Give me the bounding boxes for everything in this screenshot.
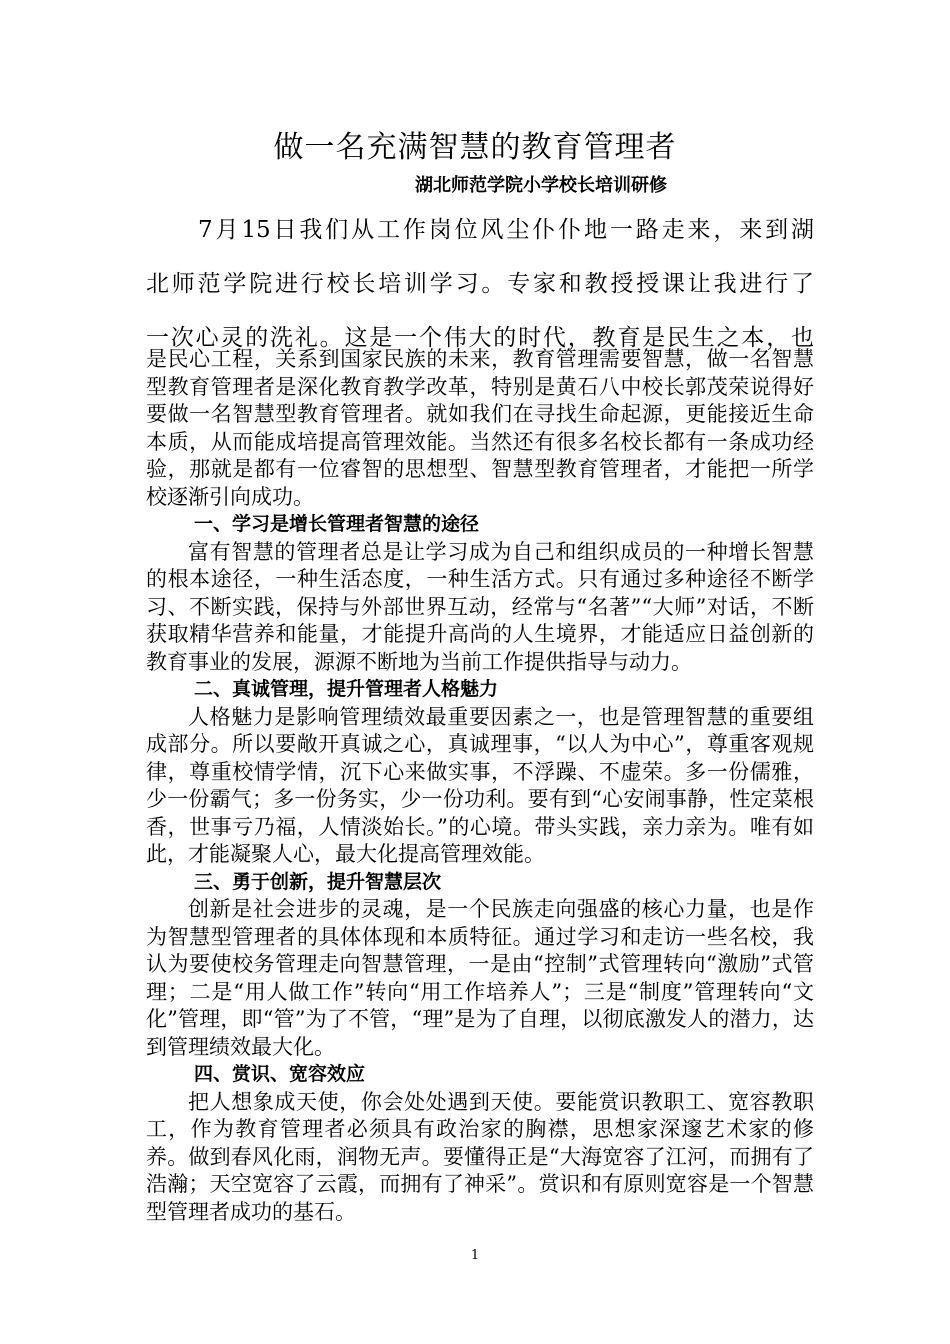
intro-line: 北师范学院进行校长培训学习。专家和教授授课让我进行了 [146, 271, 814, 297]
section-heading: 一、学习是增长管理者智慧的途径 [194, 513, 480, 535]
section-heading: 三、勇于创新，提升智慧层次 [194, 870, 442, 893]
section-paragraph: 创新是社会进步的灵魂，是一个民族走向强盛的核心力量，也是作为智慧型管理者的具体体现和本质特征。通过学习和走访一些名校，我认为要使校务管理走向智慧管理，一是由“控制”式管理转向“激励”式管理；二是“用人做工作”转向“用工作培养人”；三是“制度”管理转向“文化”管理，即“管”为了不管，“理”是为了自理，以彻底激发人的潜力，达到管理绩效最大化。 [146, 897, 814, 1059]
document-body [146, 346, 814, 1226]
page-number: 1 [470, 1248, 480, 1263]
document-subtitle: 湖北师范学院小学校长培训研修 [415, 175, 667, 196]
document-title: 做一名充满智慧的教育管理者 [273, 130, 677, 165]
section-paragraph: 富有智慧的管理者总是让学习成为自己和组织成员的一种增长智慧的根本途径，一种生活态度，一种生活方式。只有通过多种途径不断学习、不断实践，保持与外部世界互动，经常与“名著”“大师”对话，不断获取精华营养和能量，才能提升高尚的人生境界，才能适应日益创新的教育事业的发展，源源不断地为当前工作提供指导与动力。 [146, 539, 814, 674]
section-heading: 二、真诚管理，提升管理者人格魅力 [194, 678, 499, 700]
section-heading: 四、赏识、宽容效应 [194, 1063, 366, 1085]
intro-line: 7月15日我们从工作岗位风尘仆仆地一路走来，来到湖 [198, 217, 814, 243]
section-paragraph: 把人想象成天使，你会处处遇到天使。要能赏识教职工、宽容教职工，作为教育管理者必须具有政治家的胸襟，思想家深邃艺术家的修养。做到春风化雨，润物无声。要懂得正是“大海宽容了江河，而拥有了浩瀚；天空宽容了云霞，而拥有了神采”。赏识和有原则宽容是一个智慧型管理者成功的基石。 [146, 1089, 814, 1224]
section-paragraph: 人格魅力是影响管理绩效最重要因素之一，也是管理智慧的重要组成部分。所以要敞开真诚之心，真诚理事，“以人为中心”，尊重客观规律，尊重校情学情，沉下心来做实事，不浮躁、不虚荣。多一份儒雅，少一份霸气；多一份务实，少一份功利。要有到“心安闹事静，性定菜根香，世事亏乃福，人情淡始长。”的心境。带头实践，亲力亲为。唯有如此，才能凝聚人心，最大化提高管理效能。 [146, 704, 814, 866]
intro-continuation: 是民心工程，关系到国家民族的未来，教育管理需要智慧，做一名智慧型教育管理者是深化教育教学改革，特别是黄石八中校长郭茂荣说得好要做一名智慧型教育管理者。就如我们在寻找生命起源，更能接近生命本质，从而能成培提高管理效能。当然还有很多名校长都有一条成功经验，那就是都有一位睿智的思想型、智慧型教育管理者，才能把一所学校逐渐引向成功。 [146, 347, 814, 509]
intro-paragraph [146, 203, 814, 365]
intro-line: 一次心灵的洗礼。这是一个伟大的时代，教育是民生之本，也 [146, 325, 814, 351]
